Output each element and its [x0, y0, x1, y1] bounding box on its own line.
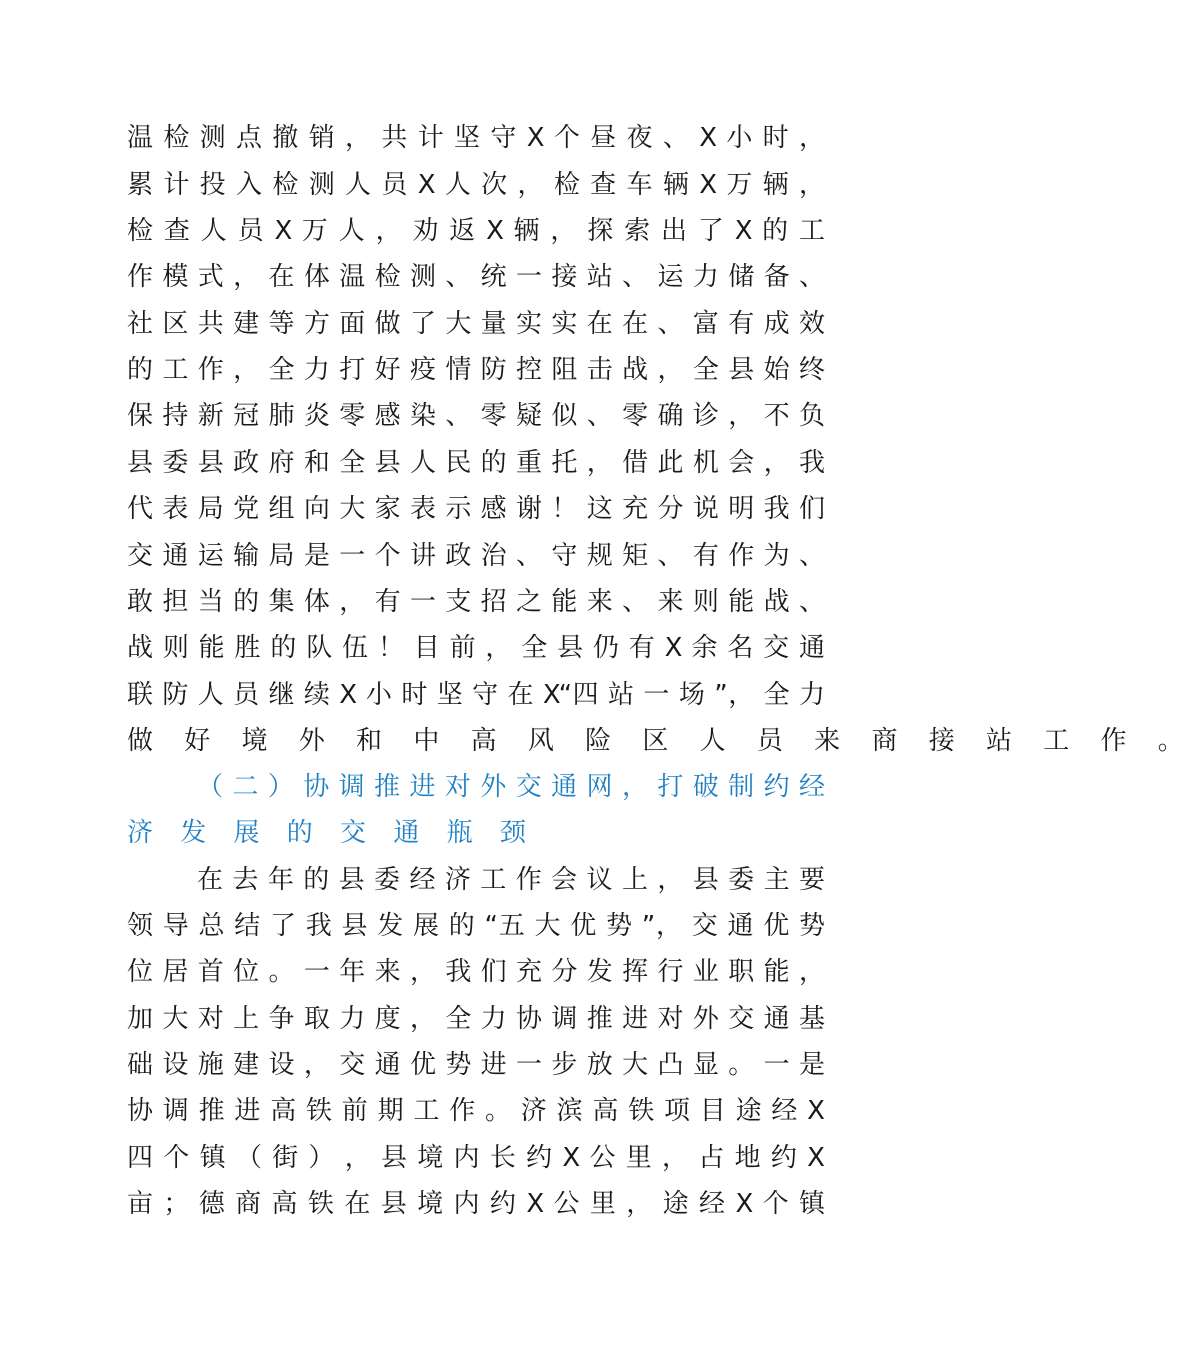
paragraph-line: 代 表 局 党 组 向 大 家 表 示 感 谢 ！ 这 充 分 说 明 我 们 — [127, 494, 825, 524]
paragraph-line: 的 工 作 ， 全 力 打 好 疫 情 防 控 阻 击 战 ， 全 县 始 终 — [127, 355, 825, 385]
paragraph-line: 保 持 新 冠 肺 炎 零 感 染 、 零 疑 似 、 零 确 诊 ， 不 负 — [127, 401, 825, 431]
paragraph-line: 亩 ； 德 商 高 铁 在 县 境 内 约 X 公 里 ， 途 经 X 个 镇 — [127, 1189, 825, 1219]
paragraph-line: 检 查 人 员 X 万 人 ， 劝 返 X 辆 ， 探 索 出 了 X 的 工 — [127, 216, 825, 246]
section-heading: 济 发 展 的 交 通 瓶 颈 — [127, 818, 536, 848]
paragraph-line: 在 去 年 的 县 委 经 济 工 作 会 议 上 ， 县 委 主 要 — [197, 865, 825, 895]
paragraph-line: 累 计 投 入 检 测 人 员 X 人 次 ， 检 查 车 辆 X 万 辆 ， — [127, 170, 825, 200]
paragraph-line: 联 防 人 员 继 续 X 小 时 坚 守 在 X“四 站 一 场 ”， 全 力 — [127, 680, 825, 710]
section-heading: （ 二 ） 协 调 推 进 对 外 交 通 网 ， 打 破 制 约 经 — [197, 772, 825, 802]
paragraph-line: 做 好 境 外 和 中 高 风 险 区 人 员 来 商 接 站 工 作 。 — [127, 726, 1195, 756]
paragraph-line: 敢 担 当 的 集 体 ， 有 一 支 招 之 能 来 、 来 则 能 战 、 — [127, 587, 825, 617]
paragraph-line: 社 区 共 建 等 方 面 做 了 大 量 实 实 在 在 、 富 有 成 效 — [127, 309, 825, 339]
paragraph-line: 作 模 式 ， 在 体 温 检 测 、 统 一 接 站 、 运 力 储 备 、 — [127, 262, 825, 292]
paragraph-line: 础 设 施 建 设 ， 交 通 优 势 进 一 步 放 大 凸 显 。 一 是 — [127, 1050, 825, 1080]
paragraph-line: 领 导 总 结 了 我 县 发 展 的 “五 大 优 势 ”， 交 通 优 势 — [127, 911, 825, 941]
paragraph-line: 协 调 推 进 高 铁 前 期 工 作 。 济 滨 高 铁 项 目 途 经 X — [127, 1096, 825, 1126]
paragraph-line: 交 通 运 输 局 是 一 个 讲 政 治 、 守 规 矩 、 有 作 为 、 — [127, 541, 825, 571]
paragraph-line: 四 个 镇 （ 街 ） ， 县 境 内 长 约 X 公 里 ， 占 地 约 X — [127, 1143, 825, 1173]
paragraph-line: 位 居 首 位 。 一 年 来 ， 我 们 充 分 发 挥 行 业 职 能 ， — [127, 957, 825, 987]
paragraph-line: 战 则 能 胜 的 队 伍 ！ 目 前 ， 全 县 仍 有 X 余 名 交 通 — [127, 633, 825, 663]
paragraph-line: 温 检 测 点 撤 销 ， 共 计 坚 守 X 个 昼 夜 、 X 小 时 ， — [127, 123, 825, 153]
paragraph-line: 县 委 县 政 府 和 全 县 人 民 的 重 托 ， 借 此 机 会 ， 我 — [127, 448, 825, 478]
paragraph-line: 加 大 对 上 争 取 力 度 ， 全 力 协 调 推 进 对 外 交 通 基 — [127, 1004, 825, 1034]
